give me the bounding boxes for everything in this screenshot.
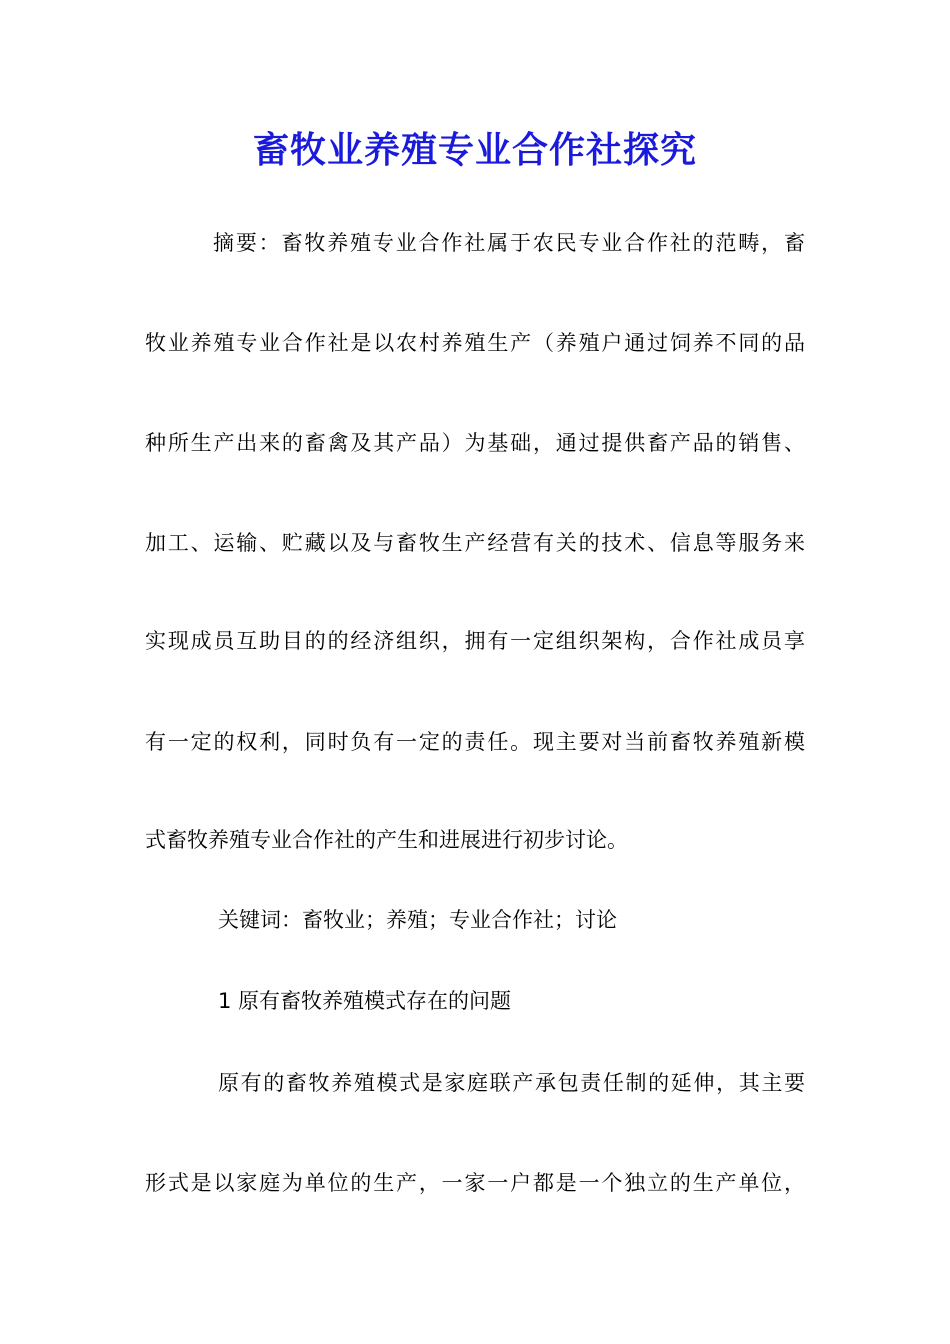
abstract-line-3: 种所生产出来的畜禽及其产品）为基础，通过提供畜产品的销售、 [145, 431, 805, 455]
abstract-line-2: 牧业养殖专业合作社是以农村养殖生产（养殖户通过饲养不同的品 [145, 331, 805, 355]
abstract-line-4: 加工、运输、贮藏以及与畜牧生产经营有关的技术、信息等服务来 [145, 531, 805, 555]
abstract-line-6: 有一定的权利，同时负有一定的责任。现主要对当前畜牧养殖新模 [145, 730, 805, 754]
section-heading: 1 原有畜牧养殖模式存在的问题 [218, 989, 512, 1013]
document-title: 畜牧业养殖专业合作社探究 [252, 129, 697, 171]
abstract-line-1: 摘要：畜牧养殖专业合作社属于农民专业合作社的范畴，畜 [213, 231, 805, 255]
keywords-line: 关键词：畜牧业；养殖；专业合作社；讨论 [218, 908, 617, 932]
body-line-2: 形式是以家庭为单位的生产，一家一户都是一个独立的生产单位， [145, 1171, 805, 1195]
abstract-line-7: 式畜牧养殖专业合作社的产生和进展进行初步讨论。 [145, 828, 628, 852]
body-line-1: 原有的畜牧养殖模式是家庭联产承包责任制的延伸，其主要 [218, 1071, 805, 1095]
abstract-line-5: 实现成员互助目的的经济组织，拥有一定组织架构，合作社成员享 [145, 629, 805, 653]
